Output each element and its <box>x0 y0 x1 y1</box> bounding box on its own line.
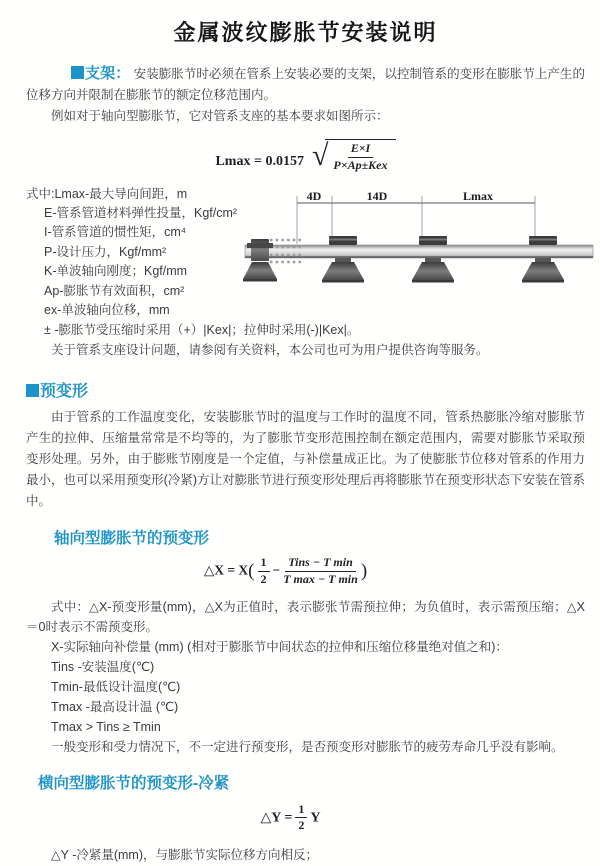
support-intro-text: 安装膨胀节时必须在管系上安装必要的支架，以控制管系的变形在膨胀节上产生的位移方向并限制在膨胀节的额定位移范围内。 <box>26 67 585 102</box>
definition-line: ± -膨胀节受压缩时采用（+）|Kex|；拉伸时采用(-)|Kex|。 <box>44 322 360 337</box>
half-denominator: 2 <box>260 571 267 586</box>
definition-line: Ap-膨胀节有效面积，cm² <box>44 283 185 298</box>
consult-line: 关于管系支座设计问题，请参阅有关资料，本公司也可为用户提供咨询等服务。 <box>51 343 489 358</box>
lmax-fraction-denominator: P×Ap±Kex <box>333 157 388 172</box>
section-square-icon <box>71 66 84 79</box>
dimension-label-lmax: Lmax <box>463 190 493 203</box>
support-example-line: 例如对于轴向型膨胀节，它对管系支座的基本要求如图所示： <box>51 109 389 123</box>
half-numerator: 1 <box>258 556 270 572</box>
half-fraction <box>295 803 307 834</box>
axial-note-line: 一般变形和受力情况下，不一定进行预变形，是否预变形对膨胀节的疲劳寿命几乎没有影响。 <box>51 739 564 754</box>
pipe <box>245 245 593 258</box>
lateral-formula-rhs: Y <box>310 810 321 826</box>
dimension-label-4d: 4D <box>306 190 322 203</box>
definition-line: E-管系管道材料弹性投量，Kgf/cm² <box>44 205 238 220</box>
axial-tins-line: Tins -安装温度(℃) <box>51 659 155 674</box>
close-paren: ) <box>360 560 368 582</box>
axial-where-line: 式中：△X-预变形量(mm)，△X为正值时，表示膨张节需预拉伸；为负值时，表示需预压缩；△X＝0时表示不需预变形。 <box>26 599 585 634</box>
axial-tmin-line: Tmin-最低设计温度(℃) <box>51 679 181 694</box>
axial-notes <box>26 597 585 757</box>
axial-relation-line: Tmax > Tins ≥ Tmin <box>51 719 161 734</box>
dimension-lines <box>297 190 535 244</box>
support-paragraph <box>26 63 585 106</box>
lateral-formula <box>26 803 555 834</box>
guide-support <box>412 236 454 283</box>
axial-formula-lhs: △X = X <box>203 562 249 578</box>
axial-tmax-line: Tmax -最高设计温 (℃) <box>51 699 179 714</box>
sqrt-expression <box>312 139 396 173</box>
definition-line: ex-单波轴向位移，mm <box>44 303 170 318</box>
guide-support <box>322 236 364 283</box>
axial-x-line: X-实际轴向补偿量 (mm) (相对于膨胀节中间状态的拉伸和压缩位移量绝对值之和)： <box>51 639 508 654</box>
temp-numerator: Tins − T min <box>285 556 356 572</box>
half-numerator: 1 <box>295 803 307 819</box>
sqrt-symbol: √ <box>311 138 329 172</box>
support-heading-label: 支架： <box>85 65 131 82</box>
lmax-formula <box>26 139 585 173</box>
temp-denominator: T max − T min <box>283 571 358 586</box>
lateral-note-line: △Y -冷紧量(mm)，与膨胀节实际位移方向相反； <box>51 848 319 863</box>
minus-operator: − <box>272 562 281 578</box>
predeform-heading-label: 预变形 <box>40 383 89 401</box>
predeform-section-heading <box>26 378 585 401</box>
axial-subheading: 轴向型膨胀节的预变形 <box>54 530 210 548</box>
open-paren: ( <box>248 560 255 582</box>
lmax-formula-lhs: Lmax = 0.0157 <box>215 153 304 169</box>
section-square-icon <box>26 384 39 397</box>
definition-line: K-单波轴向刚度；Kgf/mm <box>44 264 188 279</box>
support-section-heading <box>71 65 130 82</box>
page-title: 金属波纹膨胀节安装说明 <box>173 20 438 45</box>
half-denominator: 2 <box>298 818 305 833</box>
definition-line: P-设计压力，Kgf/mm² <box>44 244 167 259</box>
dimension-label-14d: 14D <box>366 190 388 203</box>
where-lead-line: 式中:Lmax-最大导向间距，m <box>26 186 188 201</box>
predeform-paragraph: 由于管系的工作温度变化，安装膨胀节时的温度与工作时的温度不同，管系热膨胀冷缩对膨胀节产生的拉伸、压缩量常常是不均等的，为了膨胀节变形范围控制在额定范围内，需要对膨胀节采取预变形处理。另外，由于膨账节刚度是一个定值，与补偿量成正比。为了使膨胀节位移对管系的作用力最小，也可以采用预变形(冷紧)方让对膨胀节进行预变形处理后再将膨胀节在预变形状态下安装在管系中。 <box>26 410 585 509</box>
lmax-fraction <box>333 142 387 173</box>
temperature-fraction <box>283 556 358 587</box>
lmax-fraction-numerator: E×I <box>348 142 374 158</box>
lateral-subheading: 横向型膨胀节的预变形-冷紧 <box>38 774 230 792</box>
definition-line: I-管系管道的惯性矩，cm⁴ <box>44 225 187 240</box>
pipe-support-spacing-diagram <box>243 190 595 292</box>
anchor-support <box>243 239 277 282</box>
half-fraction <box>258 556 270 587</box>
sqrt-body <box>325 139 395 173</box>
lateral-formula-lhs: △Y = <box>260 810 293 826</box>
axial-formula <box>26 556 545 587</box>
guide-support <box>522 236 564 283</box>
